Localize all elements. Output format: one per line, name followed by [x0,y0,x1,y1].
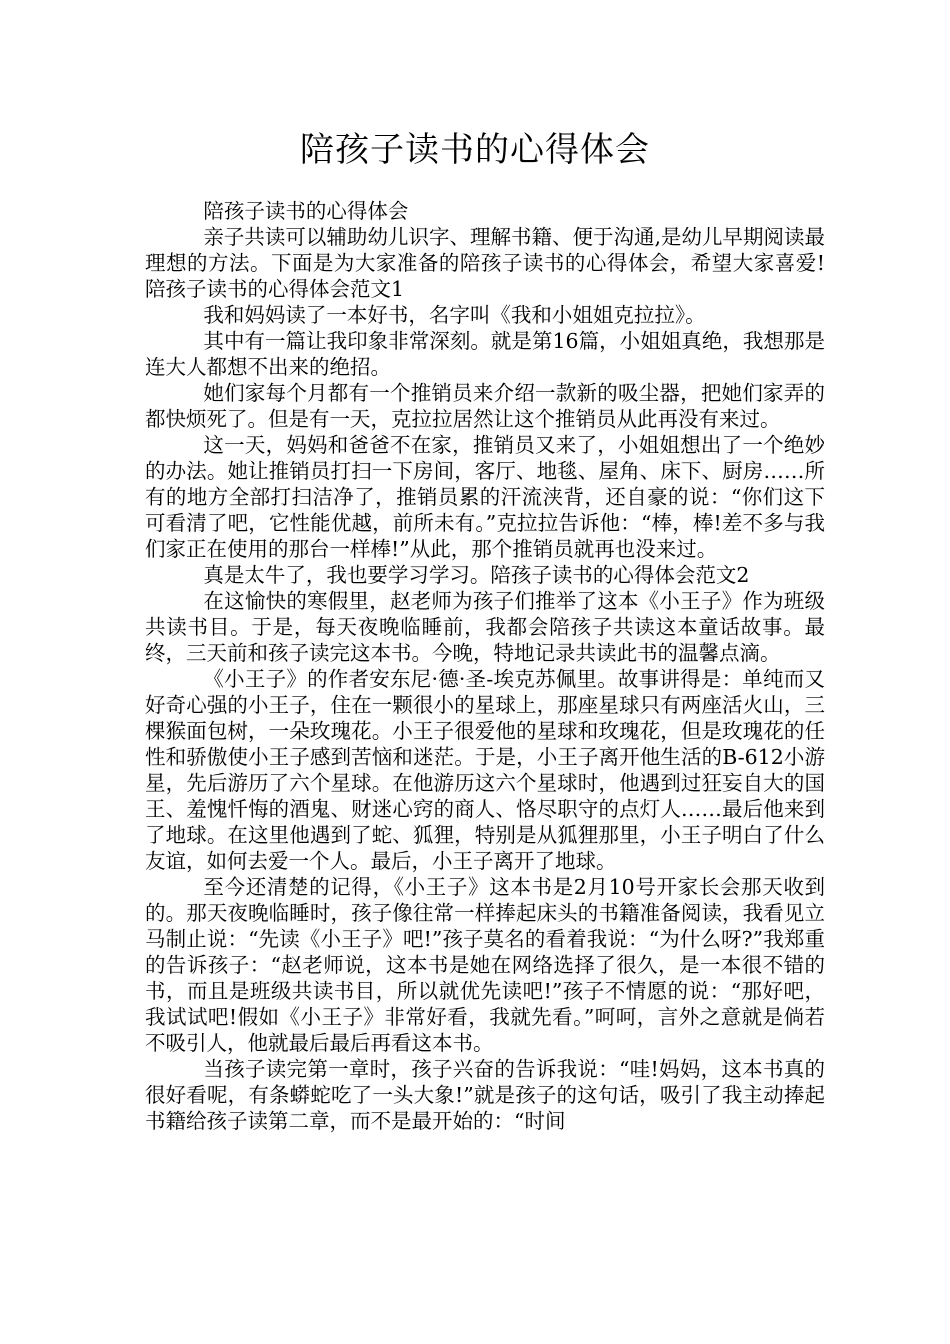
paragraph: 至今还清楚的记得，《小王子》这本书是2月10号开家长会那天收到的。那天夜晚临睡时，孩子像往常一样捧起床头的书籍准备阅读，我看见立马制止说：“先读《小王子》吧!”孩子莫名的看着我说：“为什么呀?”我郑重的告诉孩子：“赵老师说，这本书是她在网络选择了很久，是一本很不错的书，而且是班级共读书目，所以就优先读吧!”孩子不情愿的说：“那好吧，我试试吧!假如《小王子》非常好看，我就先看。”呵呵，言外之意就是倘若不吸引人，他就最后最后再看这本书。 [145,875,825,1055]
paragraph: 我和妈妈读了一本好书，名字叫《我和小姐姐克拉拉》。 [203,303,706,327]
document-body [145,198,825,1134]
paragraph: 在这愉快的寒假里，赵老师为孩子们推举了这本《小王子》作为班级共读书目。于是，每天夜晚临睡前，我都会陪孩子共读这本童话故事。最终，三天前和孩子读完这本书。今晚，特地记录共读此书的温馨点滴。 [145,589,825,665]
paragraph: 陪孩子读书的心得体会 [203,199,409,223]
paragraph: 《小王子》的作者安东尼·德·圣-埃克苏佩里。故事讲得是：单纯而又好奇心强的小王子，住在一颗很小的星球上，那座星球只有两座活火山，三棵猴面包树，一朵玫瑰花。小王子很爱他的星球和玫瑰花，但是玫瑰花的任性和骄傲使小王子感到苦恼和迷茫。于是，小王子离开他生活的B-612小游星，先后游历了六个星球。在他游历这六个星球时，他遇到过狂妄自大的国王、羞愧忏悔的酒鬼、财迷心窍的商人、恪尽职守的点灯人……最后他来到了地球。在这里他遇到了蛇、狐狸，特别是从狐狸那里，小王子明白了什么友谊，如何去爱一个人。最后，小王子离开了地球。 [145,667,825,873]
paragraph: 她们家每个月都有一个推销员来介绍一款新的吸尘器，把她们家弄的都快烦死了。但是有一天，克拉拉居然让这个推销员从此再没有来过。 [145,381,825,431]
paragraph: 这一天，妈妈和爸爸不在家，推销员又来了，小姐姐想出了一个绝妙的办法。她让推销员打扫一下房间，客厅、地毯、屋角、床下、厨房……所有的地方全部打扫洁净了，推销员累的汗流浃背，还自豪的说：“你们这下可看清了吧，它性能优越，前所未有。”克拉拉告诉他：“棒，棒!差不多与我们家正在使用的那台一样棒!”从此，那个推销员就再也没来过。 [145,433,825,561]
paragraph: 当孩子读完第一章时，孩子兴奋的告诉我说：“哇!妈妈，这本书真的很好看呢，有条蟒蛇吃了一头大象!”就是孩子的这句话，吸引了我主动捧起书籍给孩子读第二章，而不是最开始的：“时间 [145,1057,825,1133]
paragraph: 其中有一篇让我印象非常深刻。就是第16篇，小姐姐真绝，我想那是连大人都想不出来的绝招。 [145,329,825,379]
paragraph: 真是太牛了，我也要学习学习。陪孩子读书的心得体会范文2 [203,563,750,587]
document-title: 陪孩子读书的心得体会 [300,130,650,170]
paragraph: 亲子共读可以辅助幼儿识字、理解书籍、便于沟通,是幼儿早期阅读最理想的方法。下面是为大家准备的陪孩子读书的心得体会，希望大家喜爱!陪孩子读书的心得体会范文1 [145,225,825,301]
